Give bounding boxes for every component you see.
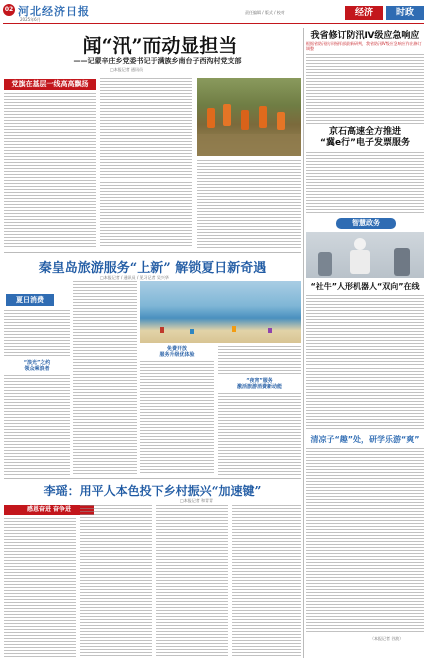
rural-headline: 李瑶：用平人本色投下乡村振兴“加速键” (43, 484, 262, 498)
tourism-subhead-2a: 免费开放 (166, 346, 187, 352)
tourism-subhead-3 (218, 378, 301, 390)
right-mid-headline-line2: “冀e行”电子发票服务 (320, 138, 410, 148)
rural-byline: □本报记者 和青青 (180, 498, 214, 503)
tourism-headline: 秦皇岛旅游服务“上新” 解锁夏日新奇遇 (38, 261, 267, 276)
lead-body-col4 (197, 160, 301, 248)
right-feature-headline: “社牛”人形机器人“双向”在线 (310, 282, 420, 291)
tourism-body-col4 (218, 346, 301, 376)
right-mid-headline (306, 127, 424, 149)
lead-body-col3 (100, 182, 192, 248)
right-col-divider (303, 28, 304, 658)
tab-economy[interactable]: 经济 (345, 6, 383, 20)
tourism-subhead-1a: “浪光”之约 (23, 360, 51, 366)
beach-photo (140, 281, 301, 343)
right-mid-headline-line1: 京石高速全方推进 (328, 127, 401, 137)
rural-body-col3 (156, 505, 228, 658)
rescue-photo (197, 78, 301, 156)
robot-photo (306, 232, 424, 278)
tourism-body-col2 (73, 281, 137, 475)
tourism-body-col1b (4, 375, 70, 475)
rural-body-col1 (4, 518, 76, 658)
right-feature-body2 (306, 368, 424, 430)
tab-current-affairs[interactable]: 时政 (386, 6, 424, 20)
tourism-subhead-1b: 领众乘浪者 (24, 366, 50, 372)
divider-1 (4, 252, 301, 253)
bottom-banner: 感恩奋进 奋争进 (4, 505, 94, 515)
page-number-badge: 02 (3, 4, 15, 16)
right-top-headline: 我省修订防汛Ⅳ级应急响应 (310, 31, 420, 41)
right-top-body (306, 54, 424, 124)
tourism-subhead-1 (4, 360, 70, 372)
summer-consumption-tag: 夏日消费 (6, 294, 54, 306)
masthead-rule (3, 23, 424, 24)
editor-info: 责任编辑 / 版式 / 校对 (245, 10, 285, 15)
lead-body-col1 (4, 93, 96, 248)
section-banner: 党旗在基层一线高高飘扬 (4, 79, 96, 90)
tourism-subhead-3a: “夜宵”服务 (246, 378, 273, 384)
tourism-subhead-2b: 服务升级优体验 (159, 352, 195, 358)
right-feature-body (306, 295, 424, 365)
smart-gov-banner: 智慧政务 (336, 218, 396, 229)
right-bottom-credit: （本报记者 谷波） (370, 636, 404, 641)
tourism-byline: □本报记者 / 通讯员 / 见习记者 吴兴华 (100, 275, 169, 280)
lead-subheadline: ——记蒙辛庄乡党委书记于满族乡南台子西沟村党支部 (73, 57, 242, 65)
tourism-subhead-3b: 激活旅游消费新动能 (236, 384, 282, 390)
tourism-body-col1 (4, 310, 70, 358)
issue-date: 2025年6月 (20, 17, 41, 22)
paper-name: 河北经济日报 (18, 5, 90, 18)
right-top-lead: 根据省防汛抗旱指挥部最新研判，我省防汛Ⅳ级应急响应作出修订调整 (306, 41, 422, 51)
rural-body-col2 (80, 505, 152, 658)
lead-byline: □本报记者 通讯员 (110, 67, 144, 72)
tourism-subhead-2 (140, 346, 214, 358)
right-bottom-body (306, 448, 424, 632)
right-mid-body (306, 152, 424, 214)
divider-2 (4, 478, 301, 479)
lead-headline: 闻“汛”而动显担当 (82, 35, 238, 57)
rural-body-col4 (232, 505, 301, 658)
tourism-body-col3 (140, 361, 214, 475)
tourism-body-col4b (218, 393, 301, 475)
lead-body-col2 (100, 78, 192, 178)
right-bottom-headline: 清凉子“趣”处，研学乐游“爽” (310, 435, 420, 444)
